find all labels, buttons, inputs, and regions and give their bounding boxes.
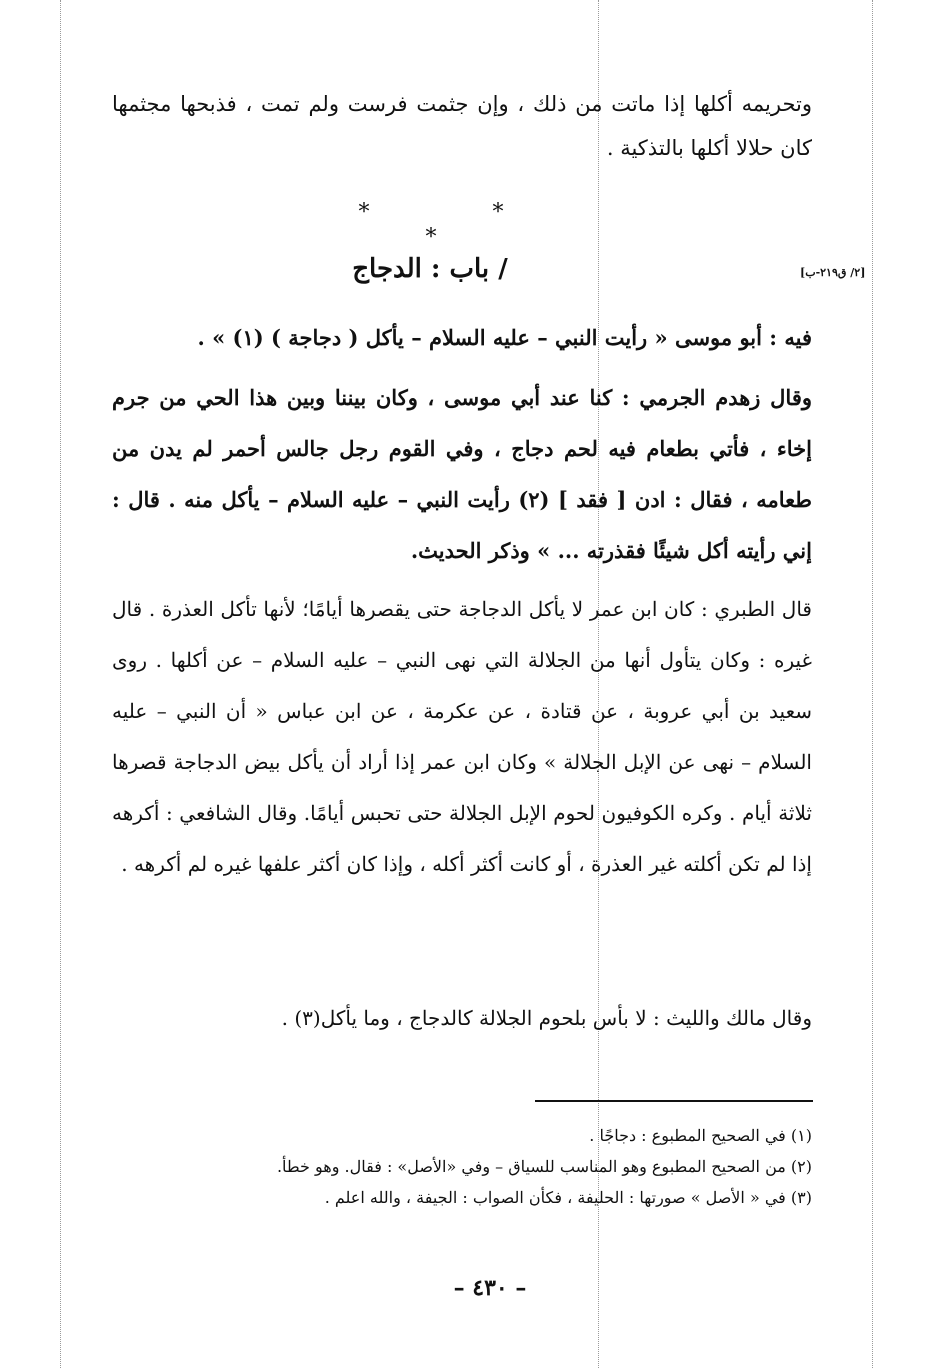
chapter-title: / باب : الدجاج [352, 254, 508, 284]
footnote: (١) في الصحيح المطبوع : دجاجًا . [589, 1126, 812, 1145]
page-number: – ٤٣٠ – [453, 1275, 527, 1301]
intro-paragraph: وتحريمه أكلها إذا ماتت من ذلك ، وإن جثمت فرست ولم تمت ، فذبحها مجثمها كان حلالا أكلها بالتذكية . [112, 92, 812, 160]
footnote: (٣) في « الأصل » صورتها : الحليفة ، فكأن الصواب : الجيفة ، والله اعلم . [324, 1188, 812, 1207]
commentary-paragraph: قال الطبري : كان ابن عمر لا يأكل الدجاجة حتى يقصرها أيامًا؛ لأنها تأكل العذرة . قال غيره : وكان يتأول أنها من الجلالة التي نهى النبي – عليه السلام – عن أكلها . روى سعيد بن أبي عروبة ، عن قتادة ، عن عكرمة ، عن ابن عباس « أن النبي – عليه السلام – نهى عن الإبل الجلالة » وكان ابن عمر إذا أراد أن يأكل بيض الدجاجة قصرها ثلاثة أيام . وكره الكوفيون لحوم الإبل الجلالة حتى تحبس أيامًا. وقال الشافعي : أكرهه إذا لم تكن أكلته غير العذرة ، أو كانت أكثر أكله ، وإذا كان أكثر علفها غيره لم أكرهه . [112, 597, 812, 876]
closing-paragraph: وقال مالك والليث : لا بأس بلحوم الجلالة كالدجاج ، وما يأكل(٣) . [281, 1006, 812, 1030]
footnote: (٢) من الصحيح المطبوع وهو المناسب للسياق – وفي «الأصل» : فقال. وهو خطأ. [276, 1157, 812, 1176]
footnote-divider [535, 1100, 813, 1102]
hadith-paragraph: فيه : أبو موسى « رأيت النبي – عليه السلام – يأكل ( دجاجة ) (١) » . [197, 325, 812, 350]
footnotes [112, 1120, 812, 1213]
section-separator: * * * [358, 200, 562, 250]
scan-guide-line [872, 0, 873, 1368]
scan-guide-line [60, 0, 61, 1368]
hadith-paragraph: وقال زهدم الجرمي : كنا عند أبي موسى ، وكان بيننا وبين هذا الحي من جرم إخاء ، فأتي بطعام فيه لحم دجاج ، وفي القوم رجل جالس أحمر لم يدن من طعامه ، فقال : ادن [ فقد ] (٢) رأيت النبي – عليه السلام – يأكل منه . قال : إني رأيته أكل شيئًا فقذرته ... » وذكر الحديث. [112, 385, 812, 563]
manuscript-folio-reference: [٢/ ق٢١٩-ب] [800, 266, 866, 279]
